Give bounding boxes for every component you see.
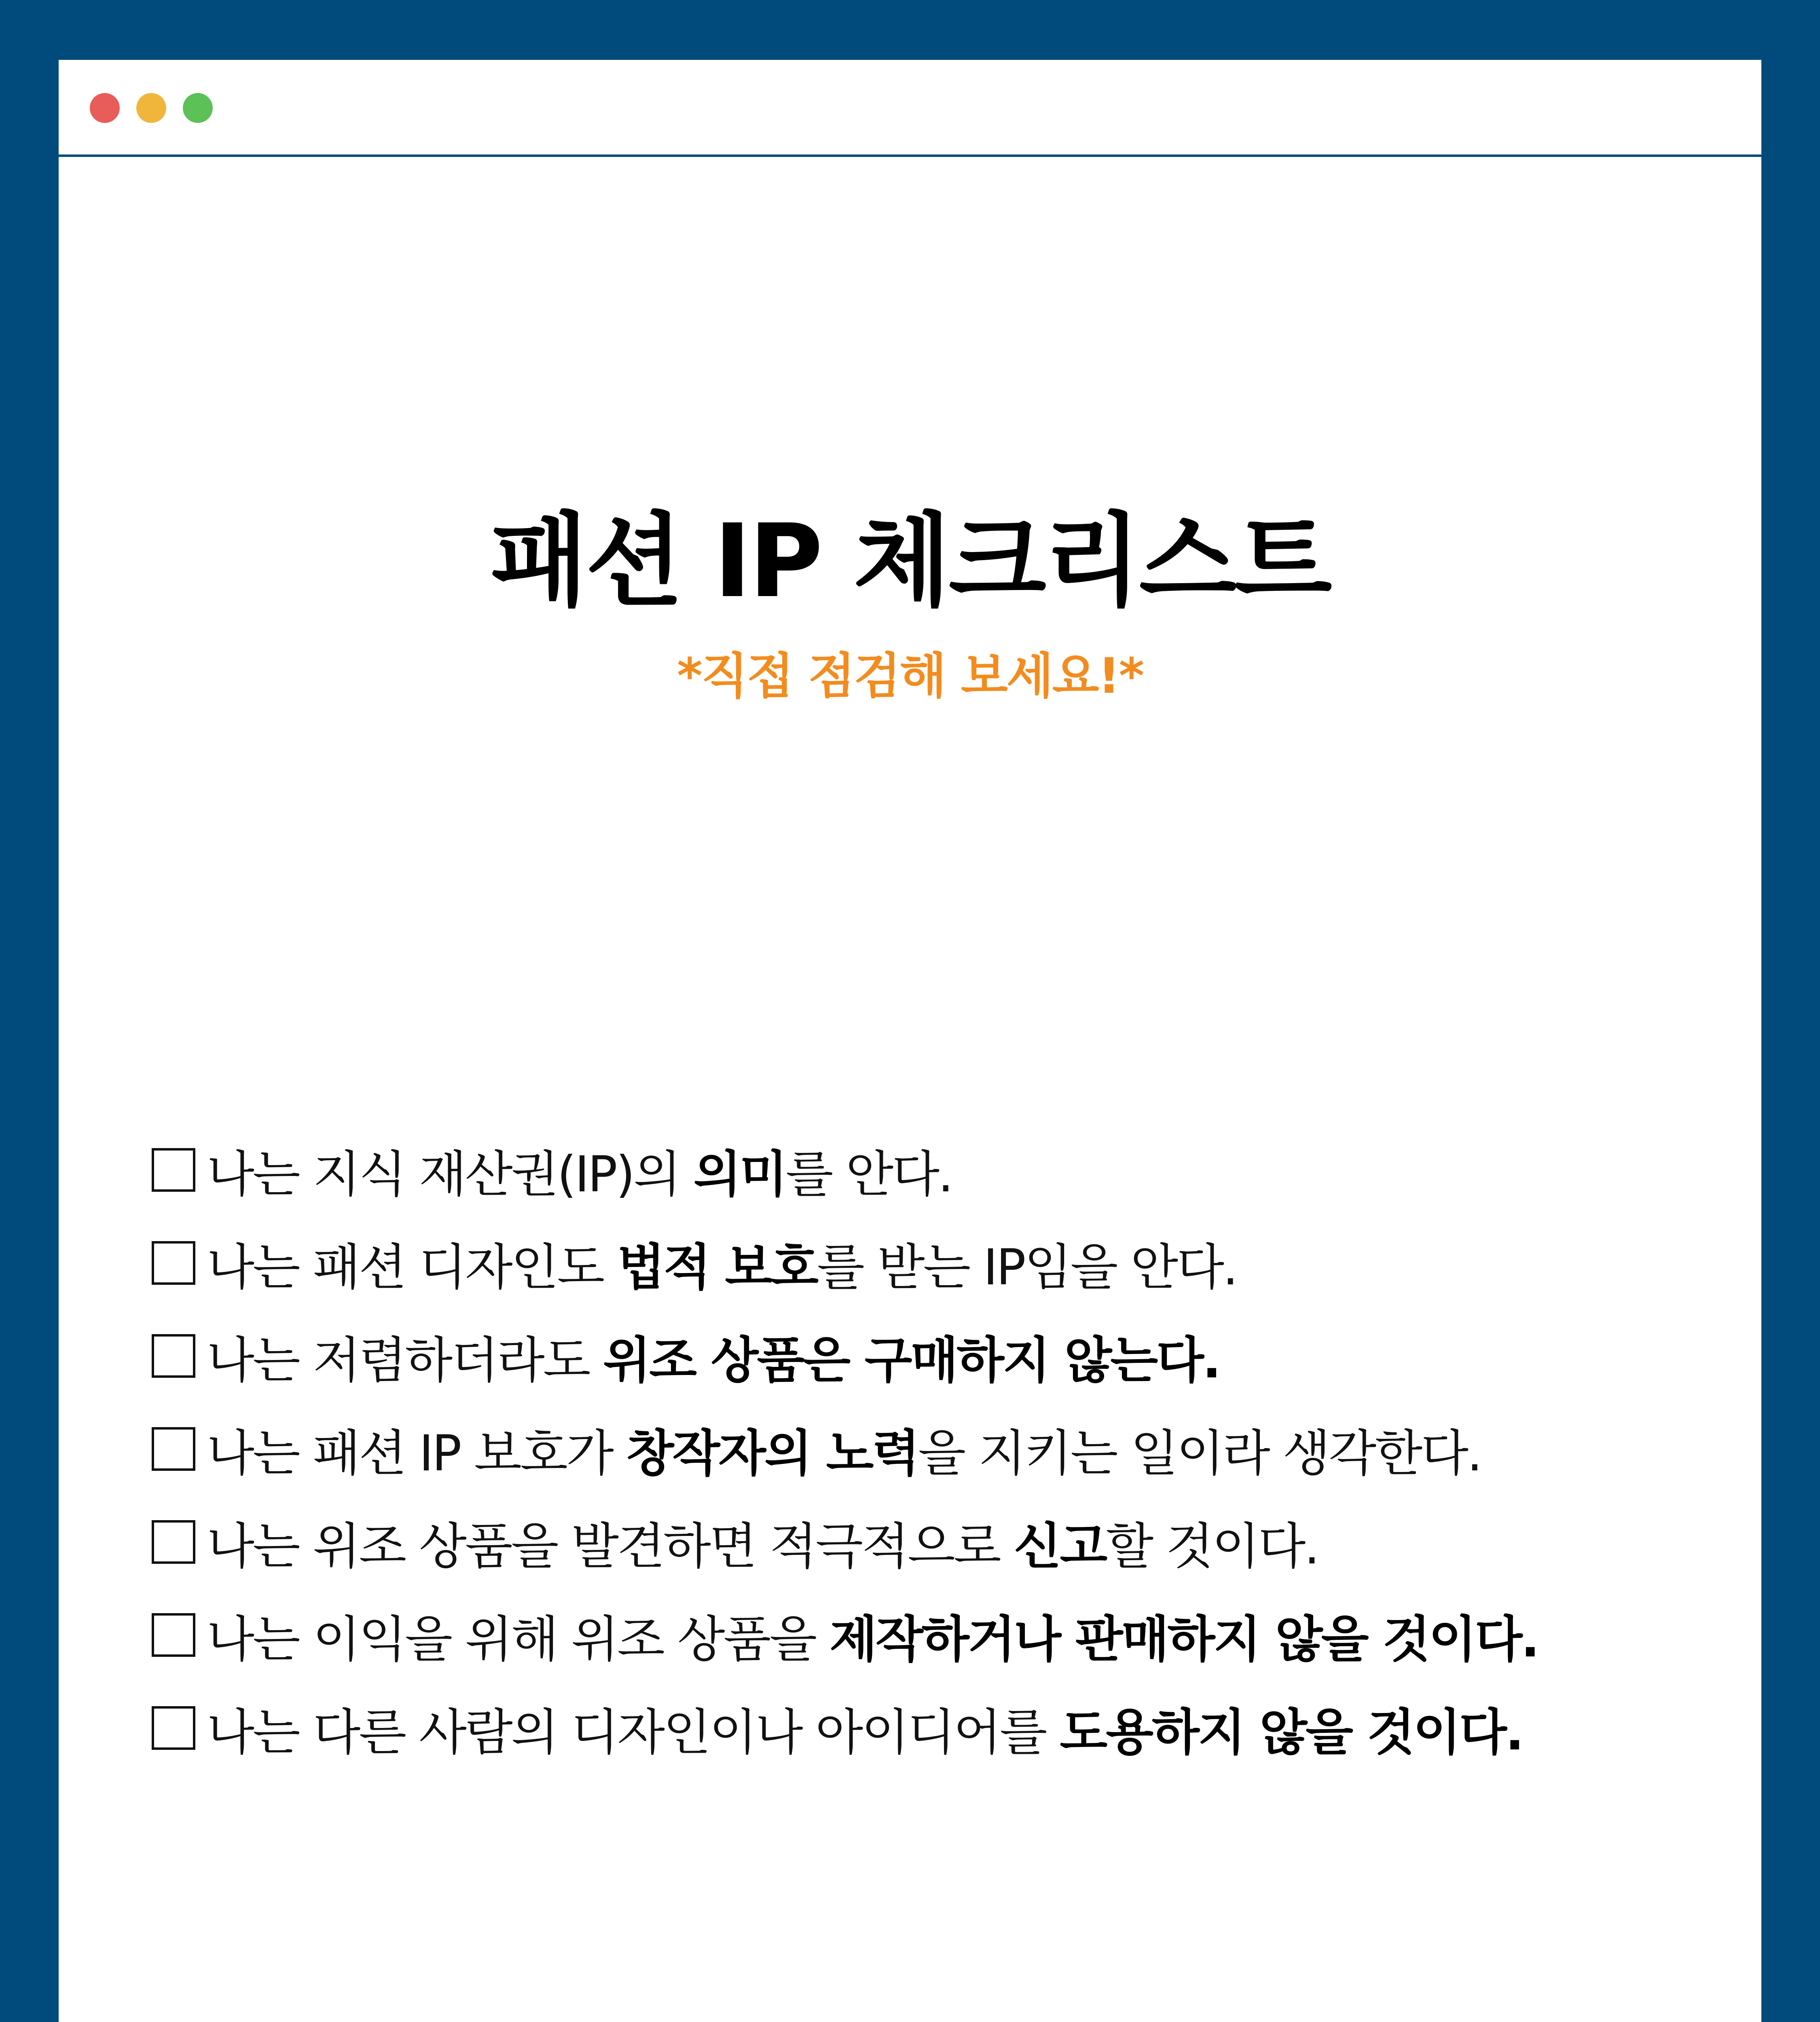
checkbox[interactable] (152, 1613, 195, 1657)
item-text: 나는 이익을 위해 위조 상품을 (207, 1610, 830, 1668)
checkbox[interactable] (152, 1334, 195, 1378)
item-text: 나는 패션 IP 보호가 (207, 1424, 626, 1482)
minimize-window-dot[interactable] (136, 93, 166, 123)
checklist-item (152, 1495, 1729, 1588)
window-titlebar (59, 60, 1761, 157)
checkbox[interactable] (152, 1706, 195, 1750)
checkbox[interactable] (152, 1148, 195, 1192)
emphasis-text: 제작하거나 판매하지 않을 것이다. (830, 1610, 1538, 1668)
item-text: 나는 패션 디자인도 (207, 1238, 618, 1296)
checklist-item-label (207, 1135, 952, 1206)
emphasis-text: 신고 (1014, 1517, 1106, 1575)
checkbox[interactable] (152, 1520, 195, 1564)
checklist-item (152, 1123, 1729, 1216)
emphasis-text: 법적 보호 (617, 1238, 817, 1296)
item-text: 나는 저렴하더라도 (207, 1331, 603, 1389)
checkbox[interactable] (152, 1241, 195, 1285)
checklist-item (152, 1402, 1729, 1495)
item-text: 을 지키는 일이라 생각한다. (918, 1424, 1481, 1482)
checklist-item-label (207, 1414, 1481, 1485)
page-title: 패션 IP 체크리스트 (490, 502, 1330, 620)
emphasis-text: 도용하지 않을 것이다. (1060, 1703, 1523, 1761)
checklist-item (152, 1216, 1729, 1309)
browser-window (59, 60, 1761, 2022)
checklist-item-label (207, 1321, 1219, 1392)
checklist-item-label (207, 1600, 1538, 1671)
emphasis-text: 의미 (693, 1145, 786, 1203)
maximize-window-dot[interactable] (183, 93, 213, 123)
item-text: 를 받는 IP임을 안다. (817, 1238, 1237, 1296)
item-text: 나는 다른 사람의 디자인이나 아이디어를 (207, 1703, 1060, 1761)
item-text: 나는 지식 재산권(IP)의 (207, 1145, 694, 1203)
close-window-dot[interactable] (90, 93, 120, 123)
item-text: 를 안다. (785, 1145, 952, 1203)
emphasis-text: 창작자의 노력 (626, 1424, 918, 1482)
emphasis-text: 위조 상품은 구매하지 않는다. (603, 1331, 1220, 1389)
checklist-item-label (207, 1507, 1318, 1578)
item-text: 할 것이다. (1106, 1517, 1318, 1575)
page-subtitle: *직접 점검해 보세요!* (677, 648, 1143, 704)
item-text: 나는 위조 상품을 발견하면 적극적으로 (207, 1517, 1014, 1575)
checklist-item-label (207, 1228, 1237, 1299)
checklist-item (152, 1309, 1729, 1402)
checkbox[interactable] (152, 1427, 195, 1471)
checklist-item (152, 1681, 1729, 1775)
checklist (152, 1123, 1729, 1775)
checklist-item (152, 1588, 1729, 1681)
checklist-item-label (207, 1693, 1522, 1764)
